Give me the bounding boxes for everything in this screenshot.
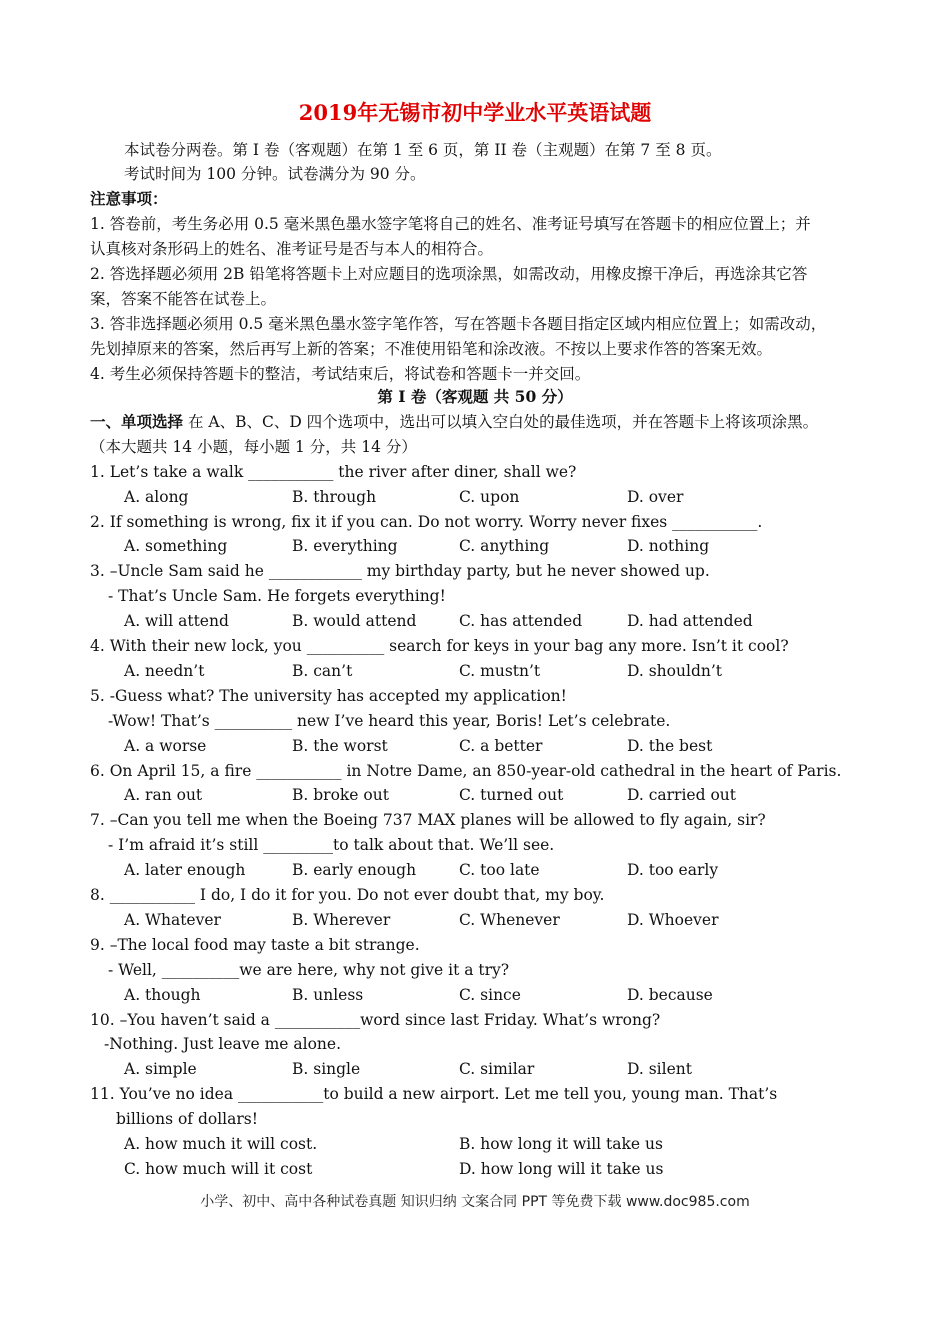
page-title: 2019年无锡市初中学业水平英语试题: [298, 100, 652, 125]
question-response: -Nothing. Just leave me alone.: [104, 1035, 342, 1053]
option-c: C. since: [459, 986, 521, 1004]
option-d: D. because: [627, 986, 713, 1004]
option-c: C. mustn’t: [459, 662, 541, 680]
page-footer: 小学、初中、高中各种试卷真题 知识归纳 文案合同 PPT 等免费下载 www.doc985.com: [200, 1194, 750, 1210]
option-d: D. carried out: [627, 786, 736, 804]
option-a: A. ran out: [124, 786, 203, 804]
option-d: D. Whoever: [627, 911, 719, 929]
note-line: 认真核对条形码上的姓名、准考证号是否与本人的相符合。: [90, 240, 494, 258]
option-a: A. though: [124, 986, 201, 1004]
option-b: B. would attend: [292, 612, 417, 630]
option-c: C. upon: [459, 488, 520, 506]
question-stem: 9. –The local food may taste a bit strange.: [90, 936, 420, 954]
option-a: A. later enough: [124, 861, 246, 879]
option-d: D. silent: [627, 1060, 692, 1078]
option-b: B. early enough: [292, 861, 417, 879]
option-d: D. nothing: [627, 537, 710, 555]
part1-heading: 第 I 卷（客观题 共 50 分）: [377, 387, 573, 406]
option-c: C. Whenever: [459, 911, 560, 929]
note-line: 先划掉原来的答案，然后再写上新的答案；不准使用铅笔和涂改液。不按以上要求作答的答案无效。: [90, 340, 773, 358]
option-b: B. everything: [292, 537, 398, 555]
option-c: C. too late: [459, 861, 540, 879]
option-c: C. has attended: [459, 612, 583, 630]
option-b: B. broke out: [292, 786, 389, 804]
note-line: 2. 答选择题必须用 2B 铅笔将答题卡上对应题目的选项涂黑，如需改动，用橡皮擦干净后，再选涂其它答: [90, 265, 808, 283]
section1-instruction: 在 A、B、C、D 四个选项中，选出可以填入空白处的最佳选项，并在答题卡上将该项涂黑。: [183, 413, 819, 431]
note-line: 案，答案不能答在试卷上。: [90, 290, 277, 308]
question-response: - I’m afraid it’s still _________to talk about that. We’ll see.: [108, 836, 555, 854]
intro-line: 考试时间为 100 分钟。试卷满分为 90 分。: [124, 165, 426, 183]
option-a: A. Whatever: [124, 911, 221, 929]
option-a: A. something: [124, 537, 228, 555]
question-stem: 6. On April 15, a fire ___________ in Notre Dame, an 850-year-old cathedral in the heart of Paris.: [90, 762, 842, 780]
option-c: C. similar: [459, 1060, 535, 1078]
question-stem: 11. You’ve no idea ___________to build a new airport. Let me tell you, young man. That’s: [90, 1085, 778, 1103]
question-stem: 2. If something is wrong, fix it if you can. Do not worry. Worry never fixes ___________.: [90, 513, 763, 531]
option-a: A. along: [124, 488, 189, 506]
intro-line: 本试卷分两卷。第 I 卷（客观题）在第 1 至 6 页，第 II 卷（主观题）在第 7 至 8 页。: [124, 141, 722, 159]
question-stem: 4. With their new lock, you __________ search for keys in your bag any more. Isn’t it cool?: [90, 637, 789, 655]
option-b: B. unless: [292, 986, 364, 1004]
option-d: D. over: [627, 488, 684, 506]
question-stem: 8. ___________ I do, I do it for you. Do not ever doubt that, my boy.: [90, 886, 605, 904]
question-response: - That’s Uncle Sam. He forgets everything!: [108, 587, 446, 605]
option-d: D. the best: [627, 737, 713, 755]
question-response: - Well, __________we are here, why not give it a try?: [108, 961, 510, 979]
option-d: D. had attended: [627, 612, 753, 630]
option-b: B. Wherever: [292, 911, 391, 929]
question-stem: 3. –Uncle Sam said he ____________ my birthday party, but he never showed up.: [90, 562, 710, 580]
option-b: B. how long it will take us: [459, 1135, 663, 1153]
option-d: D. shouldn’t: [627, 662, 722, 680]
section1-note: （本大题共 14 小题，每小题 1 分，共 14 分）: [90, 438, 417, 456]
option-b: B. single: [292, 1060, 361, 1078]
question-stem: 1. Let’s take a walk ___________ the river after diner, shall we?: [90, 463, 577, 481]
option-c: C. anything: [459, 537, 550, 555]
question-stem: 10. –You haven’t said a ___________word since last Friday. What’s wrong?: [90, 1011, 661, 1029]
option-a: A. needn’t: [124, 662, 205, 680]
note-line: 1. 答卷前，考生务必用 0.5 毫米黑色墨水签字笔将自己的姓名、准考证号填写在答题卡的相应位置上；并: [90, 215, 811, 233]
question-stem-continued: billions of dollars!: [116, 1110, 258, 1128]
option-a: A. a worse: [124, 737, 207, 755]
question-response: -Wow! That’s __________ new I’ve heard this year, Boris! Let’s celebrate.: [108, 712, 671, 730]
option-a: A. will attend: [124, 612, 229, 630]
question-stem: 5. -Guess what? The university has accepted my application!: [90, 687, 567, 705]
note-line: 3. 答非选择题必须用 0.5 毫米黑色墨水签字笔作答，写在答题卡各题目指定区域内相应位置上；如需改动，: [90, 315, 827, 333]
option-d: D. too early: [627, 861, 719, 879]
option-c: C. turned out: [459, 786, 564, 804]
option-b: B. through: [292, 488, 377, 506]
section1-header: [90, 412, 818, 432]
note-line: 4. 考生必须保持答题卡的整洁，考试结束后，将试卷和答题卡一并交回。: [90, 365, 591, 383]
section1-label: 一、单项选择: [90, 412, 184, 431]
option-a: A. how much it will cost.: [124, 1135, 318, 1153]
option-c: C. how much will it cost: [124, 1160, 313, 1178]
option-b: B. the worst: [292, 737, 388, 755]
option-c: C. a better: [459, 737, 543, 755]
option-a: A. simple: [124, 1060, 197, 1078]
option-b: B. can’t: [292, 662, 353, 680]
notes-heading: 注意事项：: [90, 189, 168, 208]
option-d: D. how long will it take us: [459, 1160, 664, 1178]
question-stem: 7. –Can you tell me when the Boeing 737 MAX planes will be allowed to fly again, sir?: [90, 811, 766, 829]
